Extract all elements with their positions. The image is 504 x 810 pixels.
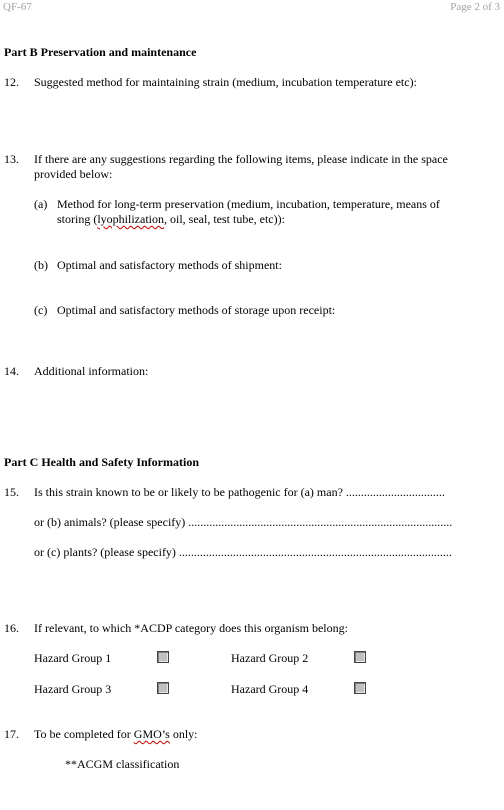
q13a-label: (a) xyxy=(34,197,48,211)
q13-text-line1: If there are any suggestions regarding the following items, please indicate in the space xyxy=(34,152,448,166)
q15-text-man: Is this strain known to be or likely to be pathogenic for (a) man? ................................. xyxy=(34,485,445,499)
q13c-text: Optimal and satisfactory methods of storage upon receipt: xyxy=(57,303,336,317)
q15-number: 15. xyxy=(4,485,19,499)
q13b-text: Optimal and satisfactory methods of shipment: xyxy=(57,258,282,272)
part-b-heading: Part B Preservation and maintenance xyxy=(4,45,197,59)
form-code: QF-67 xyxy=(3,1,32,13)
q13a-text-line2 xyxy=(57,212,285,227)
q17-text xyxy=(34,727,197,742)
q15-text-plants: or (c) plants? (please specify) ........................................................................................... xyxy=(34,545,452,559)
q17-text-post: only: xyxy=(169,727,198,741)
hazard-group-3-checkbox[interactable] xyxy=(157,682,169,694)
q17-text-pre: To be completed for xyxy=(34,727,134,741)
q13a-text-line1: Method for long-term preservation (medium, incubation, temperature, means of xyxy=(57,197,440,211)
hazard-group-3-label: Hazard Group 3 xyxy=(34,682,112,696)
q13b-label: (b) xyxy=(34,258,48,272)
q17-spellcheck-word: GMO’s xyxy=(133,727,170,741)
q17-number: 17. xyxy=(4,727,19,741)
q13c-label: (c) xyxy=(34,303,48,317)
part-c-heading: Part C Health and Safety Information xyxy=(4,455,199,469)
page-number: Page 2 of 3 xyxy=(450,1,500,13)
q13a-text-pre: storing ( xyxy=(57,212,98,226)
q14-number: 14. xyxy=(4,364,19,378)
q16-number: 16. xyxy=(4,621,19,635)
q12-number: 12. xyxy=(4,75,19,89)
q12-text: Suggested method for maintaining strain (medium, incubation temperature etc): xyxy=(34,75,417,89)
q14-text: Additional information: xyxy=(34,364,149,378)
q13a-spellcheck-word: lyophilization xyxy=(97,212,164,226)
q15-text-animals: or (b) animals? (please specify) ........................................................................................ xyxy=(34,515,453,529)
q16-text: If relevant, to which *ACDP category does this organism belong: xyxy=(34,621,348,635)
hazard-group-1-checkbox[interactable] xyxy=(157,651,169,663)
q13a-text-post: , oil, seal, test tube, etc)): xyxy=(164,212,285,226)
q13-number: 13. xyxy=(4,152,19,166)
q13-text-line2: provided below: xyxy=(34,167,113,181)
acgm-classification-label: **ACGM classification xyxy=(65,757,180,771)
hazard-group-1-label: Hazard Group 1 xyxy=(34,651,112,665)
hazard-group-4-checkbox[interactable] xyxy=(354,682,366,694)
hazard-group-4-label: Hazard Group 4 xyxy=(231,682,309,696)
hazard-group-2-checkbox[interactable] xyxy=(354,651,366,663)
hazard-group-2-label: Hazard Group 2 xyxy=(231,651,309,665)
